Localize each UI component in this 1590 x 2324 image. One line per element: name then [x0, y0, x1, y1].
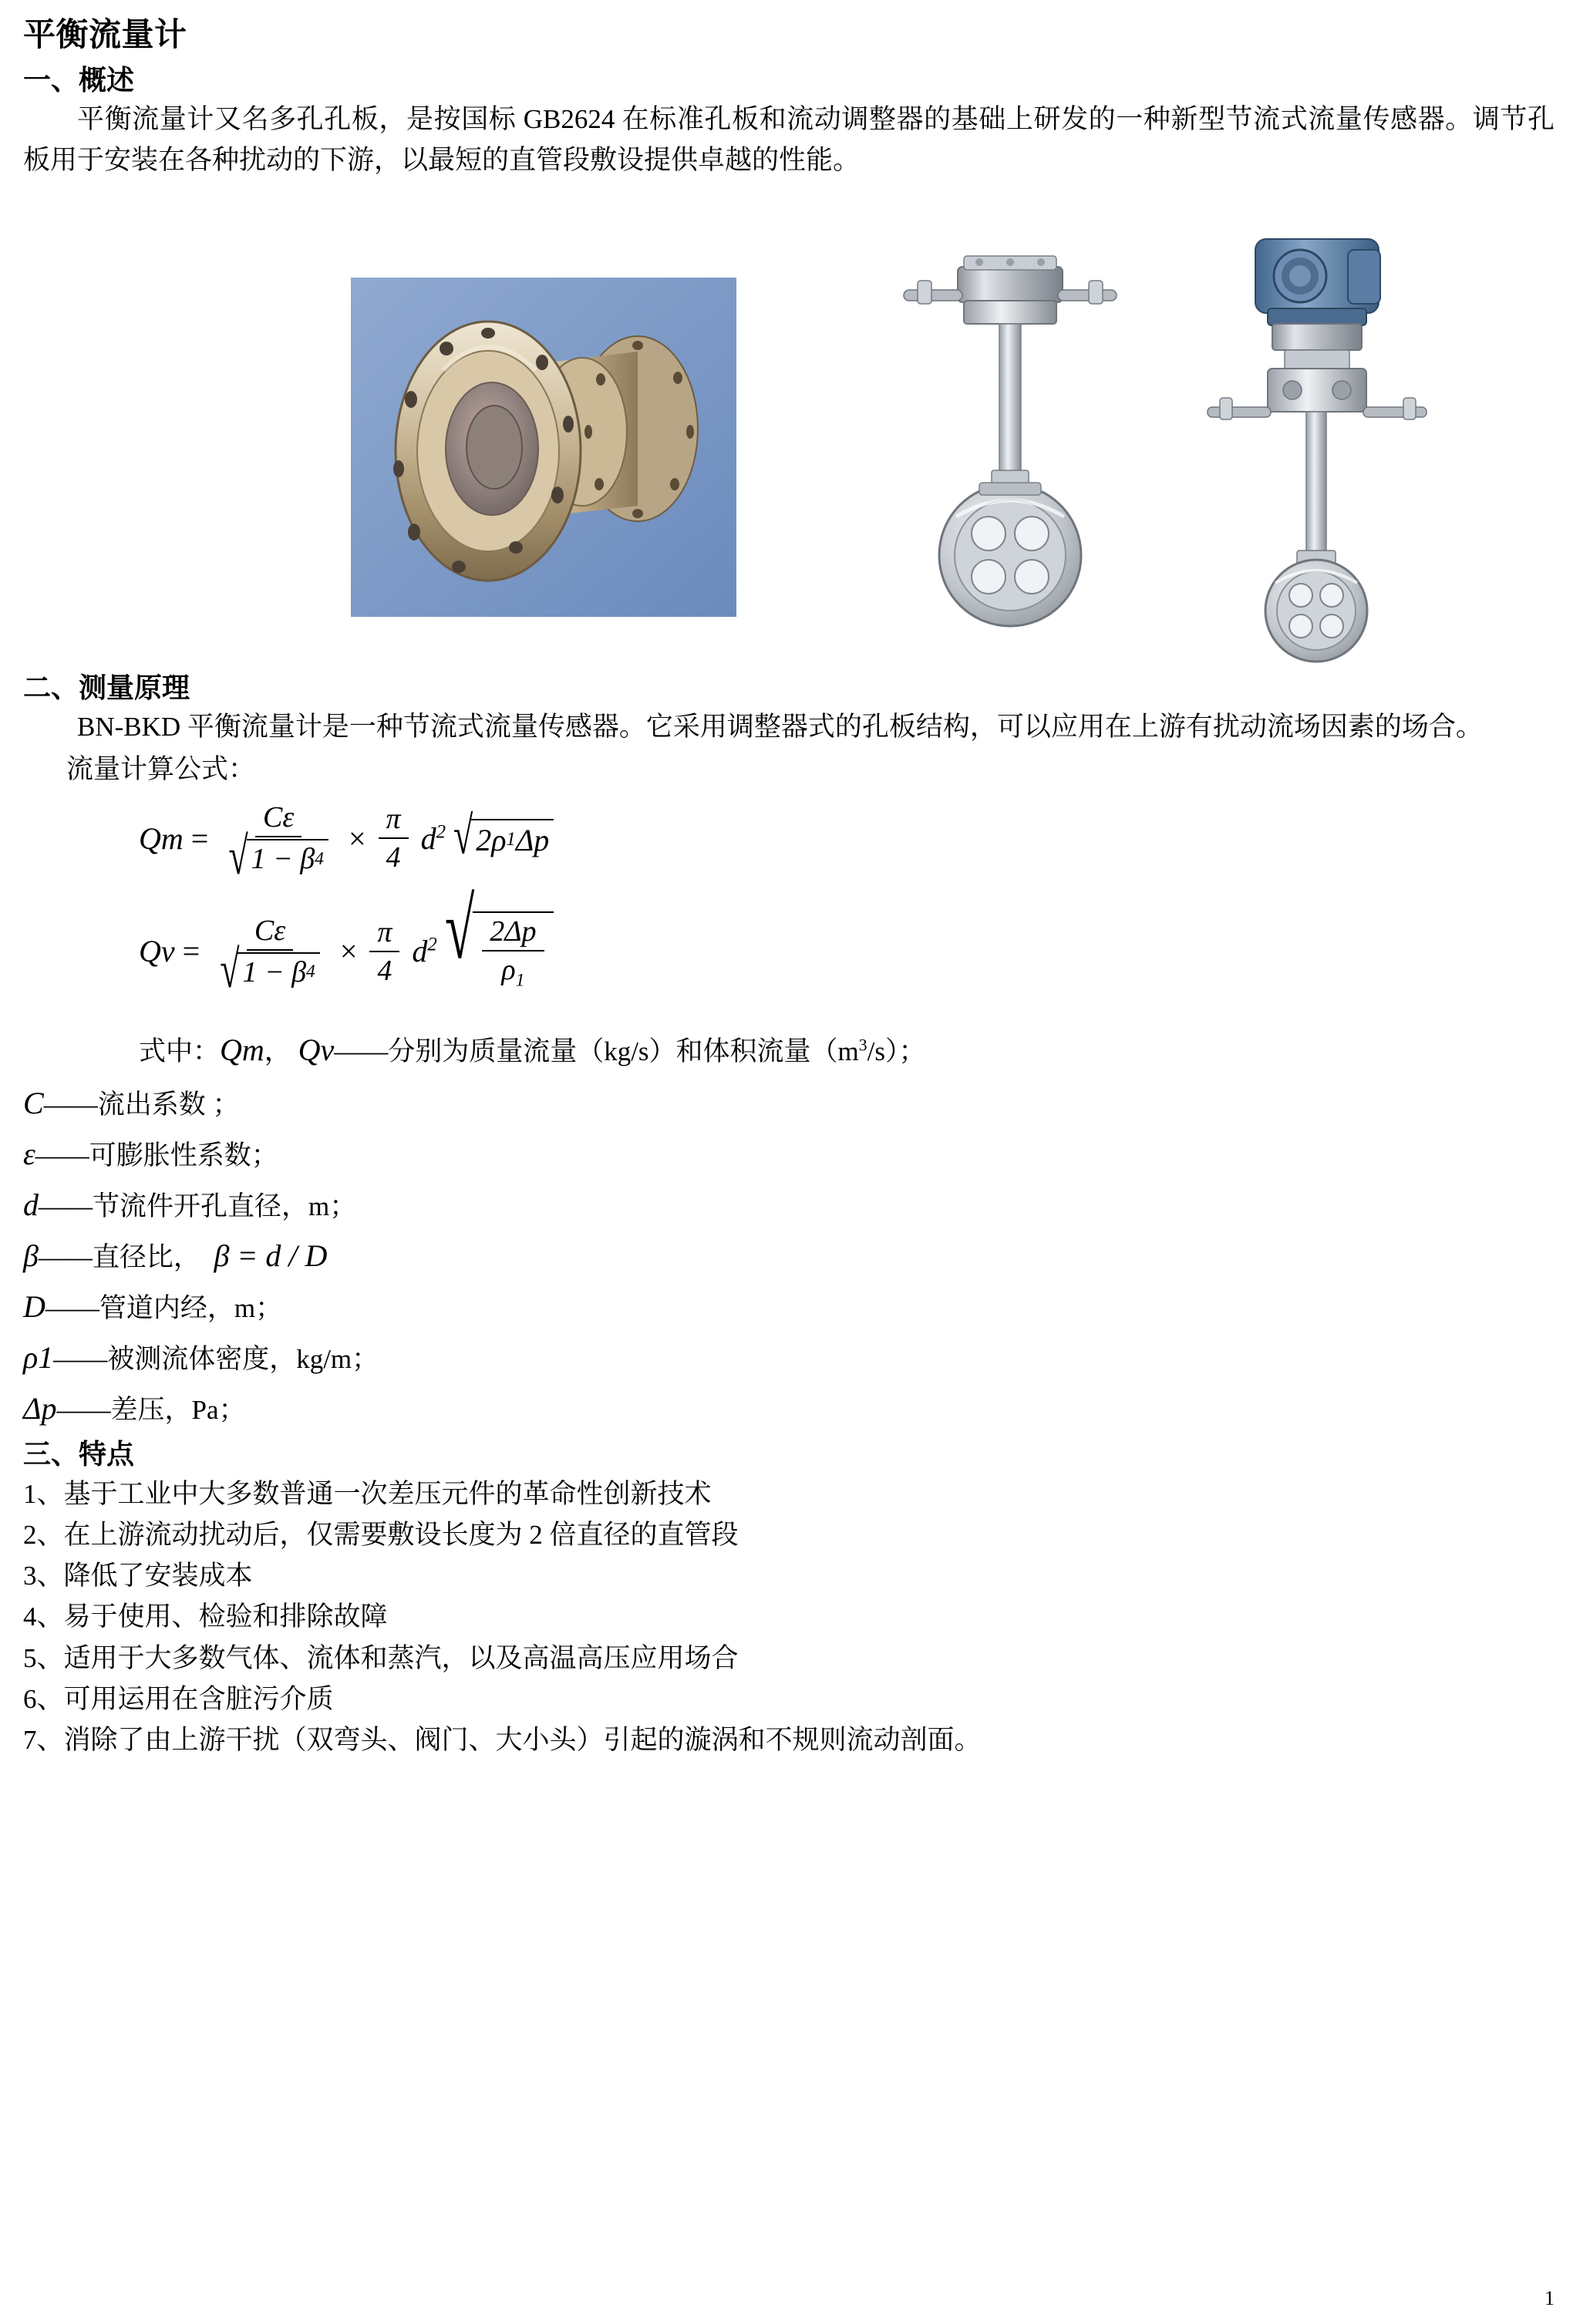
feature-item: 4、易于使用、检验和排除故障 [23, 1602, 388, 1632]
section-heading-overview: 一、概述 [23, 65, 135, 97]
formula-mass-denominator [221, 826, 336, 886]
principle-paragraph: BN-BKD 平衡流量计是一种节流式流量传感器。它采用调整器式的孔板结构，可以应用在上游有扰动流场因素的场合。 [77, 712, 1483, 743]
formula-volume-times: × [339, 934, 358, 969]
formula-mass-times: × [348, 820, 366, 856]
assembly-photo [871, 216, 1488, 663]
where-comma: ， [264, 1036, 291, 1066]
variable-line-rho [23, 1334, 1555, 1382]
formula-volume-pi: π [369, 915, 399, 952]
variable-symbol: β [23, 1238, 39, 1273]
variable-desc: ——节流件开孔直径，m； [39, 1191, 357, 1221]
variable-desc: ——差压，Pa； [56, 1394, 246, 1425]
feature-item: 6、可用运用在含脏污介质 [23, 1683, 334, 1714]
formula-volume-d: $d^2$ [412, 934, 437, 969]
formula-volume-inner-fraction [482, 914, 544, 992]
sqrt-icon: √ $\frac{2\Delta p}{\rho_1}$ [445, 911, 554, 992]
formula-volume-inner-num: 2Δp [482, 914, 544, 951]
formula-mass-pi4 [379, 802, 409, 874]
where-prefix: 式中： [139, 1036, 221, 1066]
formula-mass-numerator: Cε [255, 800, 301, 837]
variable-symbol: Δp [23, 1390, 57, 1426]
variable-desc: ——被测流体密度，kg/m； [53, 1343, 379, 1374]
variable-line-epsilon [23, 1130, 1555, 1178]
variable-line-beta [23, 1232, 1555, 1280]
variable-symbol: ε [23, 1136, 35, 1171]
formula-volume-equals: = [182, 934, 200, 969]
variable-line-D [23, 1283, 1555, 1331]
formula-volume-d-exp: 2 [427, 935, 437, 956]
variable-line-C [23, 1079, 1555, 1127]
where-sym-qv: Qv [298, 1032, 335, 1067]
variable-desc: ——直径比， [38, 1241, 200, 1272]
feature-item: 2、在上游流动扰动后，仅需要敷设长度为 2 倍直径的直管段 [23, 1519, 739, 1550]
formula-mass-four: 4 [386, 841, 401, 874]
variable-symbol: ρ1 [23, 1339, 54, 1375]
feature-item: 1、基于工业中大多数普通一次差压元件的革命性创新技术 [23, 1478, 712, 1509]
overview-paragraph: 平衡流量计又名多孔孔板，是按国标 GB2624 在标准孔板和流动调整器的基础上研发的一种新型节流式流量传感器。调节孔板用于安装在各种扰动的下游，以最短的直管段敷设提供卓越的性能。 [23, 104, 1555, 175]
formula-volume-den-radicand: 1 − β [242, 955, 307, 989]
assembly-photo-graphic [871, 216, 1488, 663]
formula-mass-flow [139, 800, 1555, 886]
variable-symbol: C [23, 1085, 44, 1120]
where-exponent: 3 [858, 1036, 867, 1055]
variable-line-d [23, 1181, 1555, 1229]
formula-volume-pi4 [369, 915, 399, 988]
formula-volume-den-exp: 4 [306, 962, 315, 982]
sqrt-icon: √ 1 − β 4 [220, 952, 320, 989]
variable-symbol: D [23, 1288, 45, 1324]
where-text-tail: /s）； [867, 1036, 926, 1066]
formula-mass-d-exp: 2 [436, 821, 446, 843]
flange-photo-graphic [351, 278, 736, 617]
formula-volume-inner-den: $\rho_1$ [501, 954, 525, 991]
variable-extra: β = d / D [214, 1238, 328, 1273]
formula-mass-den-radicand: 1 − β [251, 843, 315, 876]
sqrt-icon: √ 1 − β 4 [228, 839, 328, 876]
formula-intro: 流量计算公式： [66, 753, 256, 784]
formula-mass-fraction [221, 800, 336, 886]
figure-row [23, 200, 1555, 663]
formula-volume-four: 4 [377, 954, 392, 987]
formula-mass-lhs: Qm [139, 820, 184, 856]
feature-item: 3、降低了安装成本 [23, 1561, 253, 1591]
formula-mass-sqrt-tail: Δp [515, 822, 550, 857]
variable-desc: ——可膨胀性系数； [35, 1140, 278, 1170]
where-text: ——分别为质量流量（kg/s）和体积流量（m [334, 1036, 859, 1066]
formula-mass-equals: = [190, 820, 209, 856]
feature-item: 5、适用于大多数气体、流体和蒸汽，以及高温高压应用场合 [23, 1642, 739, 1673]
formula-mass-pi: π [379, 802, 409, 839]
section-heading-principle: 二、测量原理 [23, 672, 190, 705]
variable-symbol: d [23, 1187, 39, 1222]
formula-mass-d: $d^2$ [420, 820, 446, 856]
formula-where-line [23, 1027, 1555, 1073]
formula-block [23, 800, 1555, 999]
variable-desc: ——流出系数 ； [43, 1089, 240, 1120]
variable-line-dp [23, 1385, 1555, 1433]
formula-volume-flow [139, 882, 1555, 999]
sqrt-icon: √ 2ρ 1 Δp [453, 819, 554, 858]
formula-volume-denominator [212, 939, 328, 999]
formula-mass-den-exp: 4 [315, 848, 324, 869]
flange-photo [351, 278, 736, 617]
formula-volume-lhs: Qv [139, 934, 175, 969]
where-sym-qm: Qm [220, 1032, 264, 1067]
formula-volume-fraction [212, 914, 328, 999]
formula-mass-sqrt-term: 2ρ [476, 822, 507, 857]
page-number: 1 [1545, 2287, 1555, 2309]
section-heading-features: 三、特点 [23, 1438, 135, 1470]
formula-mass-sqrt-sub: 1 [506, 829, 516, 850]
formula-volume-numerator: Cε [247, 914, 293, 951]
variable-desc: ——管道内经，m； [45, 1292, 283, 1323]
feature-item: 7、消除了由上游干扰（双弯头、阀门、大小头）引起的漩涡和不规则流动剖面。 [23, 1724, 982, 1755]
page-title: 平衡流量计 [23, 15, 187, 53]
